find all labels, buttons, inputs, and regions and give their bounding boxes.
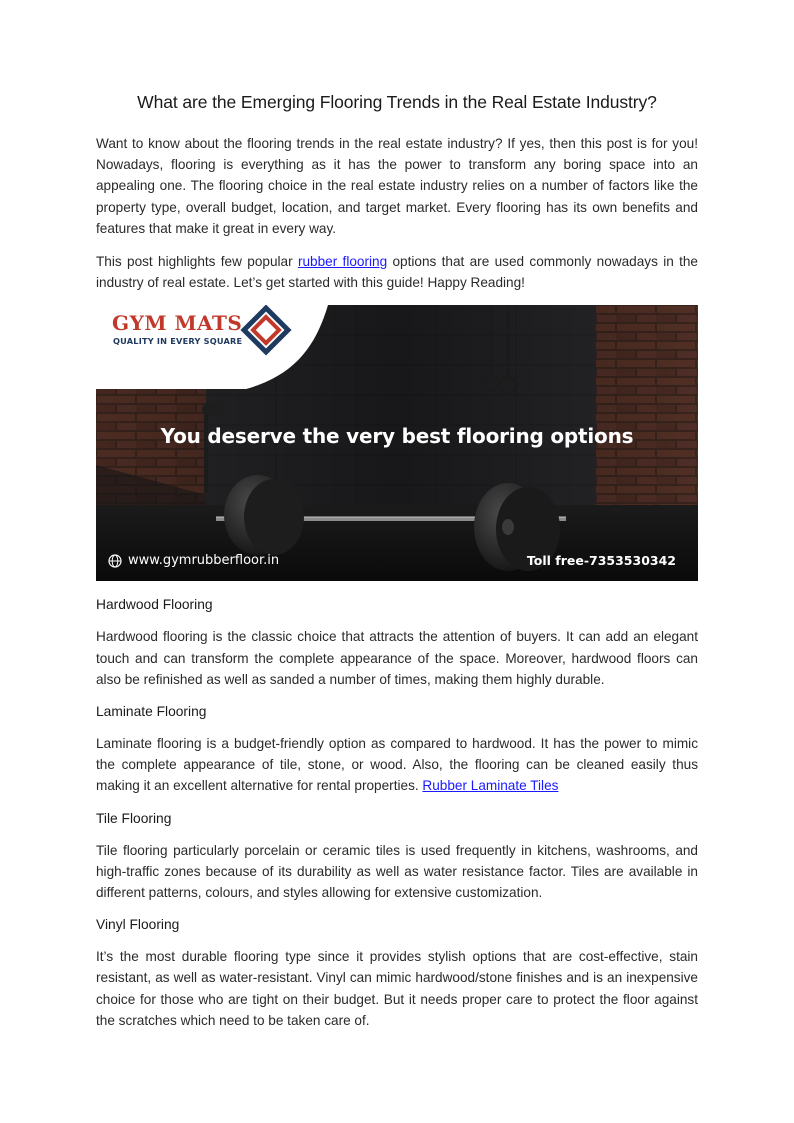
intro-paragraph: Want to know about the flooring trends in the real estate industry? If yes, then this post is for you! Nowadays, flooring is everything as it has the power to transform any boring space into an appealing one. The flooring choice in the real estate industry relies on a number of factors like the property type, overall budget, location, and target market. Every flooring has its own benefits and features that make it great in every way. [96, 136, 698, 236]
section-body-hardwood: Hardwood flooring is the classic choice that attracts the attention of buyers. It can add an elegant touch and can transform the complete appearance of the space. Moreover, hardwood floors can also be refinished as well as sanded a number of times, making them highly durable. [96, 629, 698, 687]
section-heading-tile: Tile Flooring [96, 810, 172, 826]
section-body-tile: Tile flooring particularly porcelain or ceramic tiles is used frequently in kitchens, washrooms, and high-traffic zones because of its durability as well as water resistance factor. Tiles are available in different patterns, colours, and styles allowing for extensive customization. [96, 842, 698, 901]
rubber-laminate-tiles-link[interactable]: Rubber Laminate Tiles [422, 778, 559, 794]
section-body-vinyl: It’s the most durable flooring type since it provides stylish options that are cost-effective, stain resistant, as well as water-resistant. Vinyl can mimic hardwood/stone finishes and is an inexpensive choice for those who are tight on their budget. But it needs proper care to protect the floor against the scratches which need to be taken care of. [96, 949, 698, 1028]
globe-icon [108, 554, 122, 568]
banner-headline: You deserve the very best flooring options [160, 424, 634, 449]
section-heading-laminate: Laminate Flooring [96, 704, 207, 720]
banner-tollfree: Toll free-7353530342 [526, 553, 676, 569]
highlight-text-after: options that are used commonly nowadays in the industry of real estate. Let’s get started with this guide! Happy Reading! [96, 254, 698, 291]
document-page [96, 92, 698, 1043]
laminate-body-text: Laminate flooring is a budget-friendly option as compared to hardwood. It has the power to mimic the complete appearance of tile, stone, or wood. Also, the flooring can be cleaned easily thus making it an excellent alternative for rental properties. [96, 736, 698, 794]
highlight-paragraph [96, 251, 698, 293]
section-heading-vinyl: Vinyl Flooring [96, 917, 180, 933]
banner-website-text: www.gymrubberfloor.in [128, 553, 280, 569]
banner-website [108, 553, 279, 568]
banner-tagline: QUALITY IN EVERY SQUARE [113, 336, 243, 347]
highlight-text-before: This post highlights few popular [96, 254, 298, 270]
gym-mats-banner-image [96, 305, 698, 581]
banner-brand: GYM MATS [112, 311, 243, 336]
section-body-laminate [96, 733, 698, 797]
rubber-flooring-link[interactable]: rubber flooring [297, 254, 388, 270]
section-heading-hardwood: Hardwood Flooring [96, 597, 213, 613]
page-title: What are the Emerging Flooring Trends in the Real Estate Industry? [137, 92, 657, 112]
